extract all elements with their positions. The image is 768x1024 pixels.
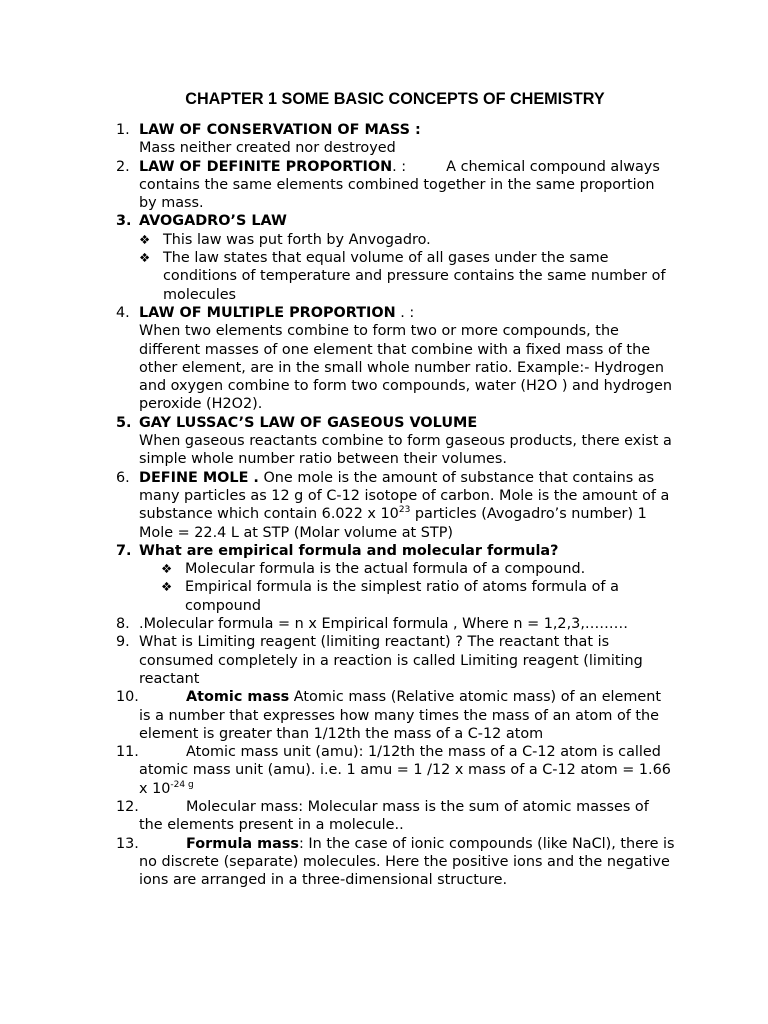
four-diamond-bullet-icon: ❖ <box>139 231 151 247</box>
four-diamond-bullet-icon: ❖ <box>161 579 173 595</box>
list-item <box>116 615 676 633</box>
item-text: Molecular mass: Molecular mass is the sum of atomic masses of the elements present in a molecule.. <box>139 798 649 834</box>
bullet-item: ❖ This law was put forth by Anvogadro. <box>139 231 431 248</box>
item-heading: Formula mass <box>186 835 299 852</box>
item-heading: LAW OF CONSERVATION OF MASS : <box>139 122 421 138</box>
four-diamond-bullet-icon: ❖ <box>161 561 173 577</box>
bullet-item: ❖ Empirical formula is the simplest ratio of atoms formula of a compound <box>161 579 619 614</box>
item-text: When two elements combine to form two or more compounds, the different masses of one element that combine with a fixed mass of the other element, are in the small whole number ratio. Example:- Hydrogen and oxygen combine to form two compounds, water (H2O ) and hydrogen peroxide (H2O2). <box>139 323 672 413</box>
item-heading: GAY LUSSAC’S LAW OF GASEOUS VOLUME <box>139 414 478 431</box>
item-heading: DEFINE MOLE . <box>139 469 259 486</box>
item-number: 1. <box>116 122 130 138</box>
item-number: 4. <box>116 304 130 321</box>
item-text: One mole is the amount of substance that contains as many particles as 12 g of C-12 isotope of carbon. Mole is the amount of a substance which contain 6.022 x 10 <box>139 469 670 523</box>
item-text: When gaseous reactants combine to form gaseous products, there exist a simple whole number ratio between their volumes. <box>139 433 672 468</box>
item-number: 8. <box>116 616 130 633</box>
item-heading: LAW OF DEFINITE PROPORTION <box>139 158 393 175</box>
item-number: 2. <box>116 158 130 175</box>
item-number: 10. <box>116 689 139 706</box>
item-number: 12. <box>116 798 139 815</box>
item-text: .Molecular formula = n x Empirical formula , Where n = 1,2,3,……… <box>139 616 629 633</box>
item-heading: Atomic mass <box>186 689 290 706</box>
item-text: particles (Avogadro’s number) 1 Mole = 22.4 L at STP (Molar volume at STP) <box>139 506 647 541</box>
list-item <box>116 633 676 688</box>
item-separator: . : <box>392 158 407 175</box>
item-text: What is Limiting reagent (limiting reactant) ? The reactant that is consumed completely in a reaction is called Limiting reagent (limiting reactant <box>139 634 643 687</box>
item-number: 7. <box>116 542 132 559</box>
bullet-list <box>139 560 676 615</box>
list-item <box>116 542 676 615</box>
list-item <box>116 414 676 469</box>
bullet-list <box>139 231 676 304</box>
item-number: 6. <box>116 469 130 486</box>
item-separator: . : <box>395 304 415 321</box>
item-text: Atomic mass unit (amu): 1/12th the mass of a C-12 atom is called atomic mass unit (amu). i.e. 1 amu = 1 /12 x mass of a C-12 atom = 1.66 x 10 <box>139 744 671 797</box>
list-item <box>116 121 676 158</box>
item-heading: What are empirical formula and molecular formula? <box>139 542 559 559</box>
item-text: A chemical compound always contains the same elements combined together in the same proportion by mass. <box>139 158 660 212</box>
item-heading: LAW OF MULTIPLE PROPORTION <box>139 304 396 321</box>
bullet-item: ❖ Molecular formula is the actual formula of a compound. <box>161 561 586 578</box>
item-number: 11. <box>116 744 139 761</box>
page-title: CHAPTER 1 SOME BASIC CONCEPTS OF CHEMISTRY <box>185 90 605 108</box>
item-number: 13. <box>116 835 139 852</box>
list-item <box>116 304 676 414</box>
item-text: Mass neither created nor destroyed <box>139 140 396 157</box>
item-number: 3. <box>116 213 132 230</box>
bullet-item: ❖ The law states that equal volume of all gases under the same conditions of temperature and pressure contains the same number of molecules <box>139 250 666 303</box>
list-item <box>116 158 676 213</box>
list-item <box>116 743 676 798</box>
superscript: -24 g <box>170 779 194 790</box>
list-item <box>116 798 676 835</box>
four-diamond-bullet-icon: ❖ <box>139 250 151 266</box>
item-number: 9. <box>116 634 130 651</box>
item-heading: AVOGADRO’S LAW <box>139 213 287 230</box>
item-text: : In the case of ionic compounds (like NaCl), there is no discrete (separate) molecules. Here the positive ions and the negative ions are arranged in a three-dimensional structure. <box>139 835 675 889</box>
superscript: 23 <box>398 505 411 516</box>
list-item <box>116 688 676 743</box>
list-item <box>116 835 676 890</box>
list-item <box>116 469 676 542</box>
concept-list <box>116 121 676 889</box>
item-number: 5. <box>116 414 132 431</box>
item-text: Atomic mass (Relative atomic mass) of an element is a number that expresses how many times the mass of an atom of the element is greater than 1/12th the mass of a C-12 atom <box>139 689 662 742</box>
list-item <box>116 212 676 303</box>
